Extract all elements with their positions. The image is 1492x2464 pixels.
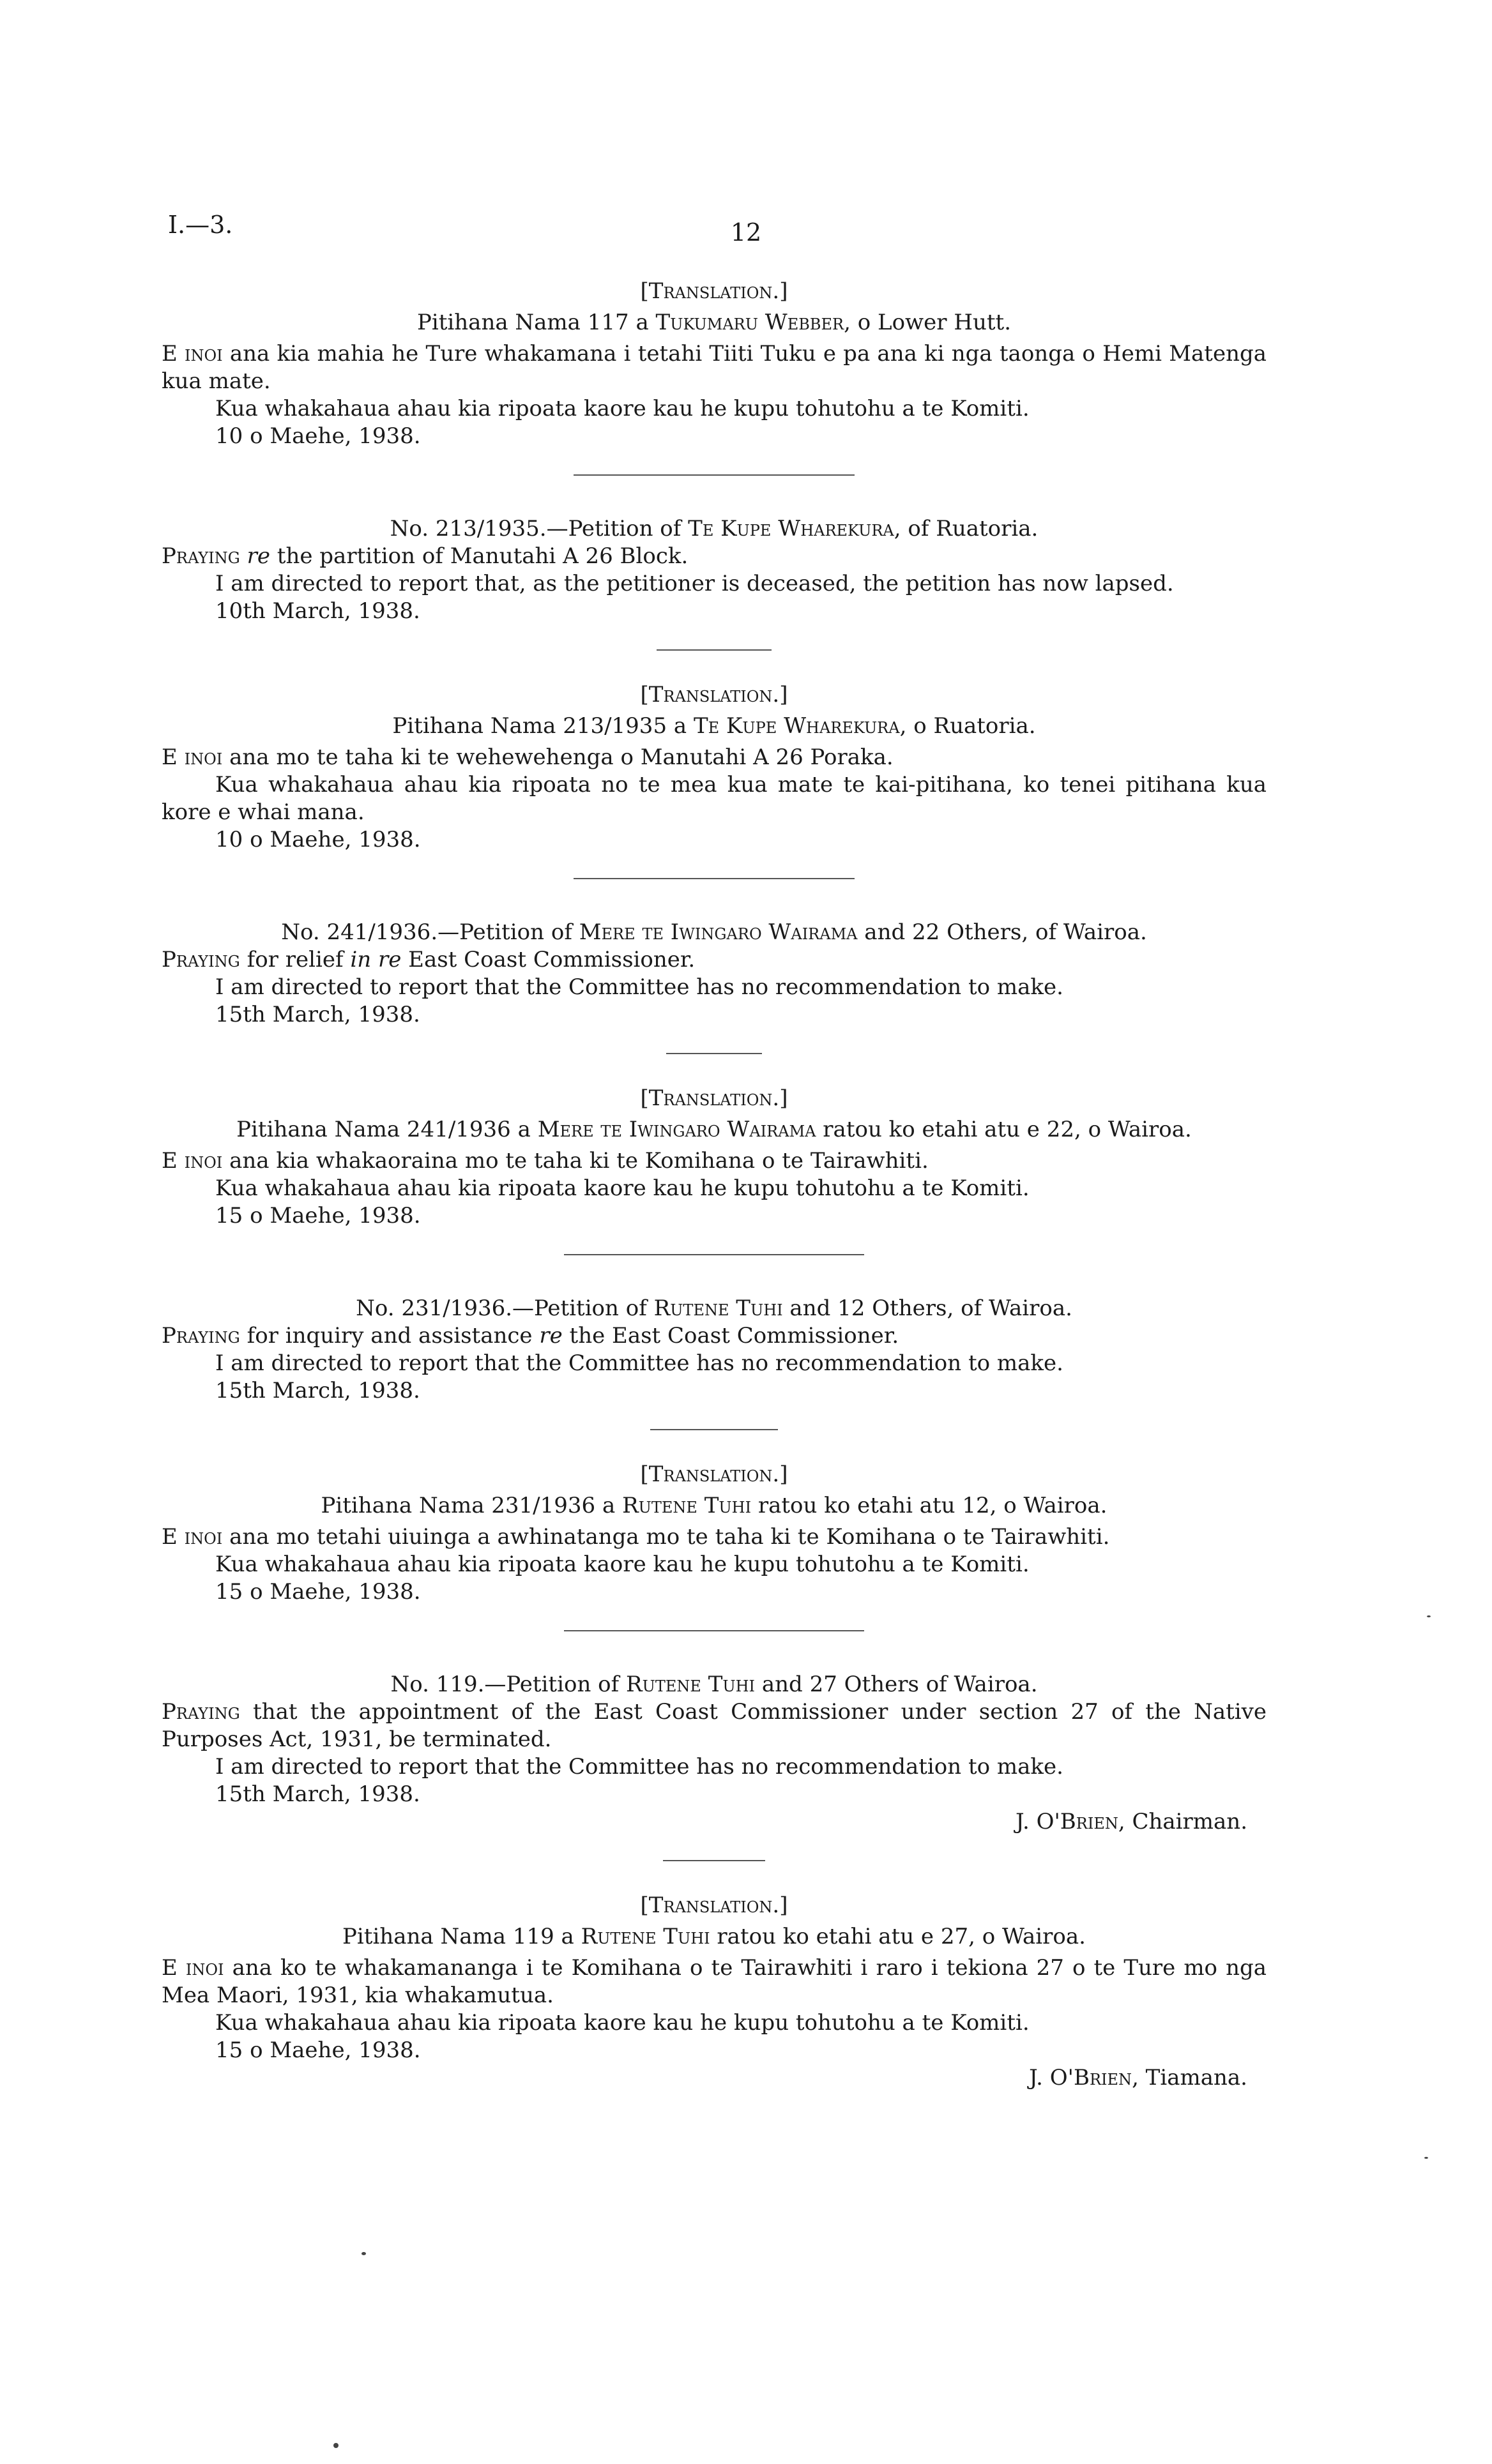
section-divider — [574, 878, 855, 879]
page-body — [162, 278, 1267, 2092]
page-number: 12 — [730, 218, 762, 246]
title-suffix: ratou ko etahi atu e 27, o Wairoa. — [710, 1924, 1086, 1949]
prayer-paragraph — [162, 340, 1267, 395]
petitioner-name: Rutene Tuhi — [622, 1493, 752, 1518]
title-prefix: No. 119.—Petition of — [390, 1672, 627, 1697]
petition-section-241-1936 — [162, 919, 1267, 1029]
prayer-paragraph — [162, 946, 1267, 974]
prayer-lead: E inoi — [162, 1148, 223, 1174]
translation-section-241-1936 — [162, 1085, 1267, 1230]
section-divider — [650, 1429, 778, 1430]
petitioner-name: Mere te Iwingaro Wairama — [537, 1117, 816, 1142]
title-suffix: ratou ko etahi atu e 22, o Wairoa. — [816, 1117, 1192, 1142]
prayer-lead: Praying — [162, 543, 240, 569]
prayer-text: ana kia mahia he Ture whakamana i tetahi Tiiti Tuku e pa ana ki nga taonga o Hemi Matenga kua mate. — [162, 341, 1267, 394]
translation-section-119 — [162, 1892, 1267, 2092]
prayer-lead: E inoi — [162, 744, 223, 770]
petitioner-name: Mere te Iwingaro Wairama — [579, 919, 858, 945]
title-prefix: No. 213/1935.—Petition of — [390, 516, 689, 541]
report-paragraph: Kua whakahaua ahau kia ripoata kaore kau he kupu tohutohu a te Komiti. — [215, 396, 1030, 421]
signatory-role: , Tiamana. — [1132, 2065, 1247, 2090]
report-paragraph: Kua whakahaua ahau kia ripoata kaore kau he kupu tohutohu a te Komiti. — [215, 2010, 1030, 2036]
translation-heading: [Translation.] — [640, 1085, 788, 1111]
parliamentary-paper-reference: I.—3. — [168, 211, 233, 239]
report-date: 15 o Maehe, 1938. — [215, 2037, 421, 2063]
title-suffix: , o Ruatoria. — [899, 713, 1036, 739]
prayer-lead: Praying — [162, 1323, 240, 1349]
prayer-emphasis: re — [247, 543, 270, 569]
report-date: 15th March, 1938. — [215, 1378, 420, 1403]
petitioner-name: Rutene Tuhi — [581, 1924, 710, 1949]
translation-section-231-1936 — [162, 1461, 1267, 1606]
scan-speck — [1424, 2157, 1428, 2159]
scan-speck — [362, 2252, 366, 2255]
prayer-paragraph — [162, 1523, 1267, 1551]
report-date: 10 o Maehe, 1938. — [215, 827, 421, 852]
report-paragraph: Kua whakahaua ahau kia ripoata kaore kau he kupu tohutohu a te Komiti. — [215, 1175, 1030, 1201]
report-paragraph: I am directed to report that the Committee has no recommendation to make. — [215, 974, 1063, 1000]
prayer-lead: E inoi — [162, 1955, 224, 1981]
prayer-text: ana ko te whakamananga i te Komihana o te Tairawhiti i raro i tekiona 27 o te Ture mo nga Mea Maori, 1931, kia whakamutua. — [162, 1955, 1267, 2008]
petition-title — [162, 1923, 1267, 1951]
prayer-text: the partition of Manutahi A 26 Block. — [270, 543, 689, 569]
prayer-paragraph — [162, 744, 1267, 771]
petition-title — [162, 713, 1267, 740]
title-suffix: , of Ruatoria. — [894, 516, 1039, 541]
petition-title — [162, 1492, 1267, 1520]
petition-title — [162, 309, 1267, 336]
title-prefix: Pitihana Nama 241/1936 a — [236, 1117, 538, 1142]
title-suffix: and 22 Others, of Wairoa. — [857, 919, 1147, 945]
title-prefix: No. 241/1936.—Petition of — [281, 919, 579, 945]
petition-section-231-1936 — [162, 1295, 1267, 1405]
report-date: 15 o Maehe, 1938. — [215, 1203, 421, 1228]
prayer-text — [240, 543, 247, 569]
translation-section-117 — [162, 278, 1267, 450]
translation-heading: [Translation.] — [640, 278, 788, 304]
translation-heading: [Translation.] — [640, 1893, 788, 1918]
petitioner-name: Tukumaru Webber — [655, 310, 844, 335]
prayer-paragraph — [162, 543, 1267, 570]
signatory-role: , Chairman. — [1118, 1809, 1247, 1834]
report-date: 10 o Maehe, 1938. — [215, 423, 421, 449]
report-date: 10th March, 1938. — [215, 598, 420, 624]
prayer-lead: E inoi — [162, 1524, 223, 1550]
prayer-paragraph — [162, 1698, 1267, 1753]
report-paragraph: Kua whakahaua ahau kia ripoata kaore kau he kupu tohutohu a te Komiti. — [215, 1552, 1030, 1577]
petitioner-name: Te Kupe Wharekura — [688, 516, 894, 541]
scan-speck — [1427, 1615, 1431, 1617]
report-date: 15th March, 1938. — [215, 1002, 420, 1027]
prayer-text: East Coast Commissioner. — [401, 947, 696, 972]
report-date: 15 o Maehe, 1938. — [215, 1579, 421, 1605]
title-suffix: , o Lower Hutt. — [844, 310, 1011, 335]
petition-title — [162, 1671, 1267, 1698]
translation-section-213-1935 — [162, 681, 1267, 854]
section-divider — [657, 649, 772, 651]
prayer-paragraph — [162, 1322, 1267, 1350]
signatory-name: J. O'Brien — [1029, 2065, 1132, 2090]
petitioner-name: Te Kupe Wharekura — [693, 713, 900, 739]
prayer-emphasis: in re — [350, 947, 402, 972]
prayer-text: ana mo te taha ki te wehewehenga o Manutahi A 26 Poraka. — [222, 744, 894, 770]
section-divider — [564, 1630, 864, 1631]
title-prefix: Pitihana Nama 119 a — [342, 1924, 581, 1949]
petition-title — [162, 919, 1267, 946]
translation-heading: [Translation.] — [640, 1462, 788, 1487]
petition-section-119 — [162, 1671, 1267, 1836]
prayer-emphasis: re — [539, 1323, 563, 1349]
section-divider — [564, 1254, 864, 1255]
petitioner-name: Rutene Tuhi — [626, 1672, 756, 1697]
title-prefix: No. 231/1936.—Petition of — [356, 1296, 654, 1321]
petition-title — [162, 515, 1267, 543]
report-paragraph: I am directed to report that, as the petitioner is deceased, the petition has now lapsed. — [215, 571, 1174, 596]
signature-line — [162, 1808, 1267, 1836]
prayer-text: ana mo tetahi uiuinga a awhinatanga mo te taha ki te Komihana o te Tairawhiti. — [222, 1524, 1110, 1550]
title-prefix: Pitihana Nama 231/1936 a — [321, 1493, 623, 1518]
prayer-text: ana kia whakaoraina mo te taha ki te Komihana o te Tairawhiti. — [222, 1148, 929, 1174]
title-suffix: and 27 Others of Wairoa. — [755, 1672, 1038, 1697]
section-divider — [666, 1053, 762, 1054]
prayer-lead: Praying — [162, 947, 240, 972]
section-divider — [663, 1860, 765, 1861]
petition-title — [162, 1295, 1267, 1322]
prayer-lead: Praying — [162, 1699, 240, 1725]
section-divider — [574, 474, 855, 476]
prayer-text: for relief — [240, 947, 351, 972]
signatory-name: J. O'Brien — [1015, 1809, 1118, 1834]
title-suffix: and 12 Others, of Wairoa. — [782, 1296, 1072, 1321]
title-prefix: Pitihana Nama 117 a — [416, 310, 656, 335]
petitioner-name: Rutene Tuhi — [653, 1296, 783, 1321]
scan-speck — [333, 2443, 339, 2448]
translation-heading: [Translation.] — [640, 682, 788, 707]
prayer-lead: E inoi — [162, 341, 223, 367]
petition-section-213-1935 — [162, 515, 1267, 625]
report-paragraph: I am directed to report that the Committee has no recommendation to make. — [215, 1754, 1063, 1780]
title-suffix: ratou ko etahi atu 12, o Wairoa. — [751, 1493, 1108, 1518]
prayer-text: that the appointment of the East Coast Commissioner under section 27 of the Native Purposes Act, 1931, be terminated. — [162, 1699, 1267, 1752]
prayer-text: the East Coast Commissioner. — [562, 1323, 899, 1349]
title-prefix: Pitihana Nama 213/1935 a — [392, 713, 694, 739]
signature-line — [162, 2064, 1267, 2092]
report-paragraph: I am directed to report that the Committee has no recommendation to make. — [215, 1350, 1063, 1376]
prayer-paragraph — [162, 1954, 1267, 2009]
report-paragraph: Kua whakahaua ahau kia ripoata no te mea kua mate te kai-pitihana, ko tenei pitihana kua kore e whai mana. — [162, 772, 1267, 825]
report-date: 15th March, 1938. — [215, 1781, 420, 1807]
prayer-text: for inquiry and assistance — [240, 1323, 540, 1349]
petition-title — [162, 1116, 1267, 1144]
prayer-paragraph — [162, 1147, 1267, 1175]
